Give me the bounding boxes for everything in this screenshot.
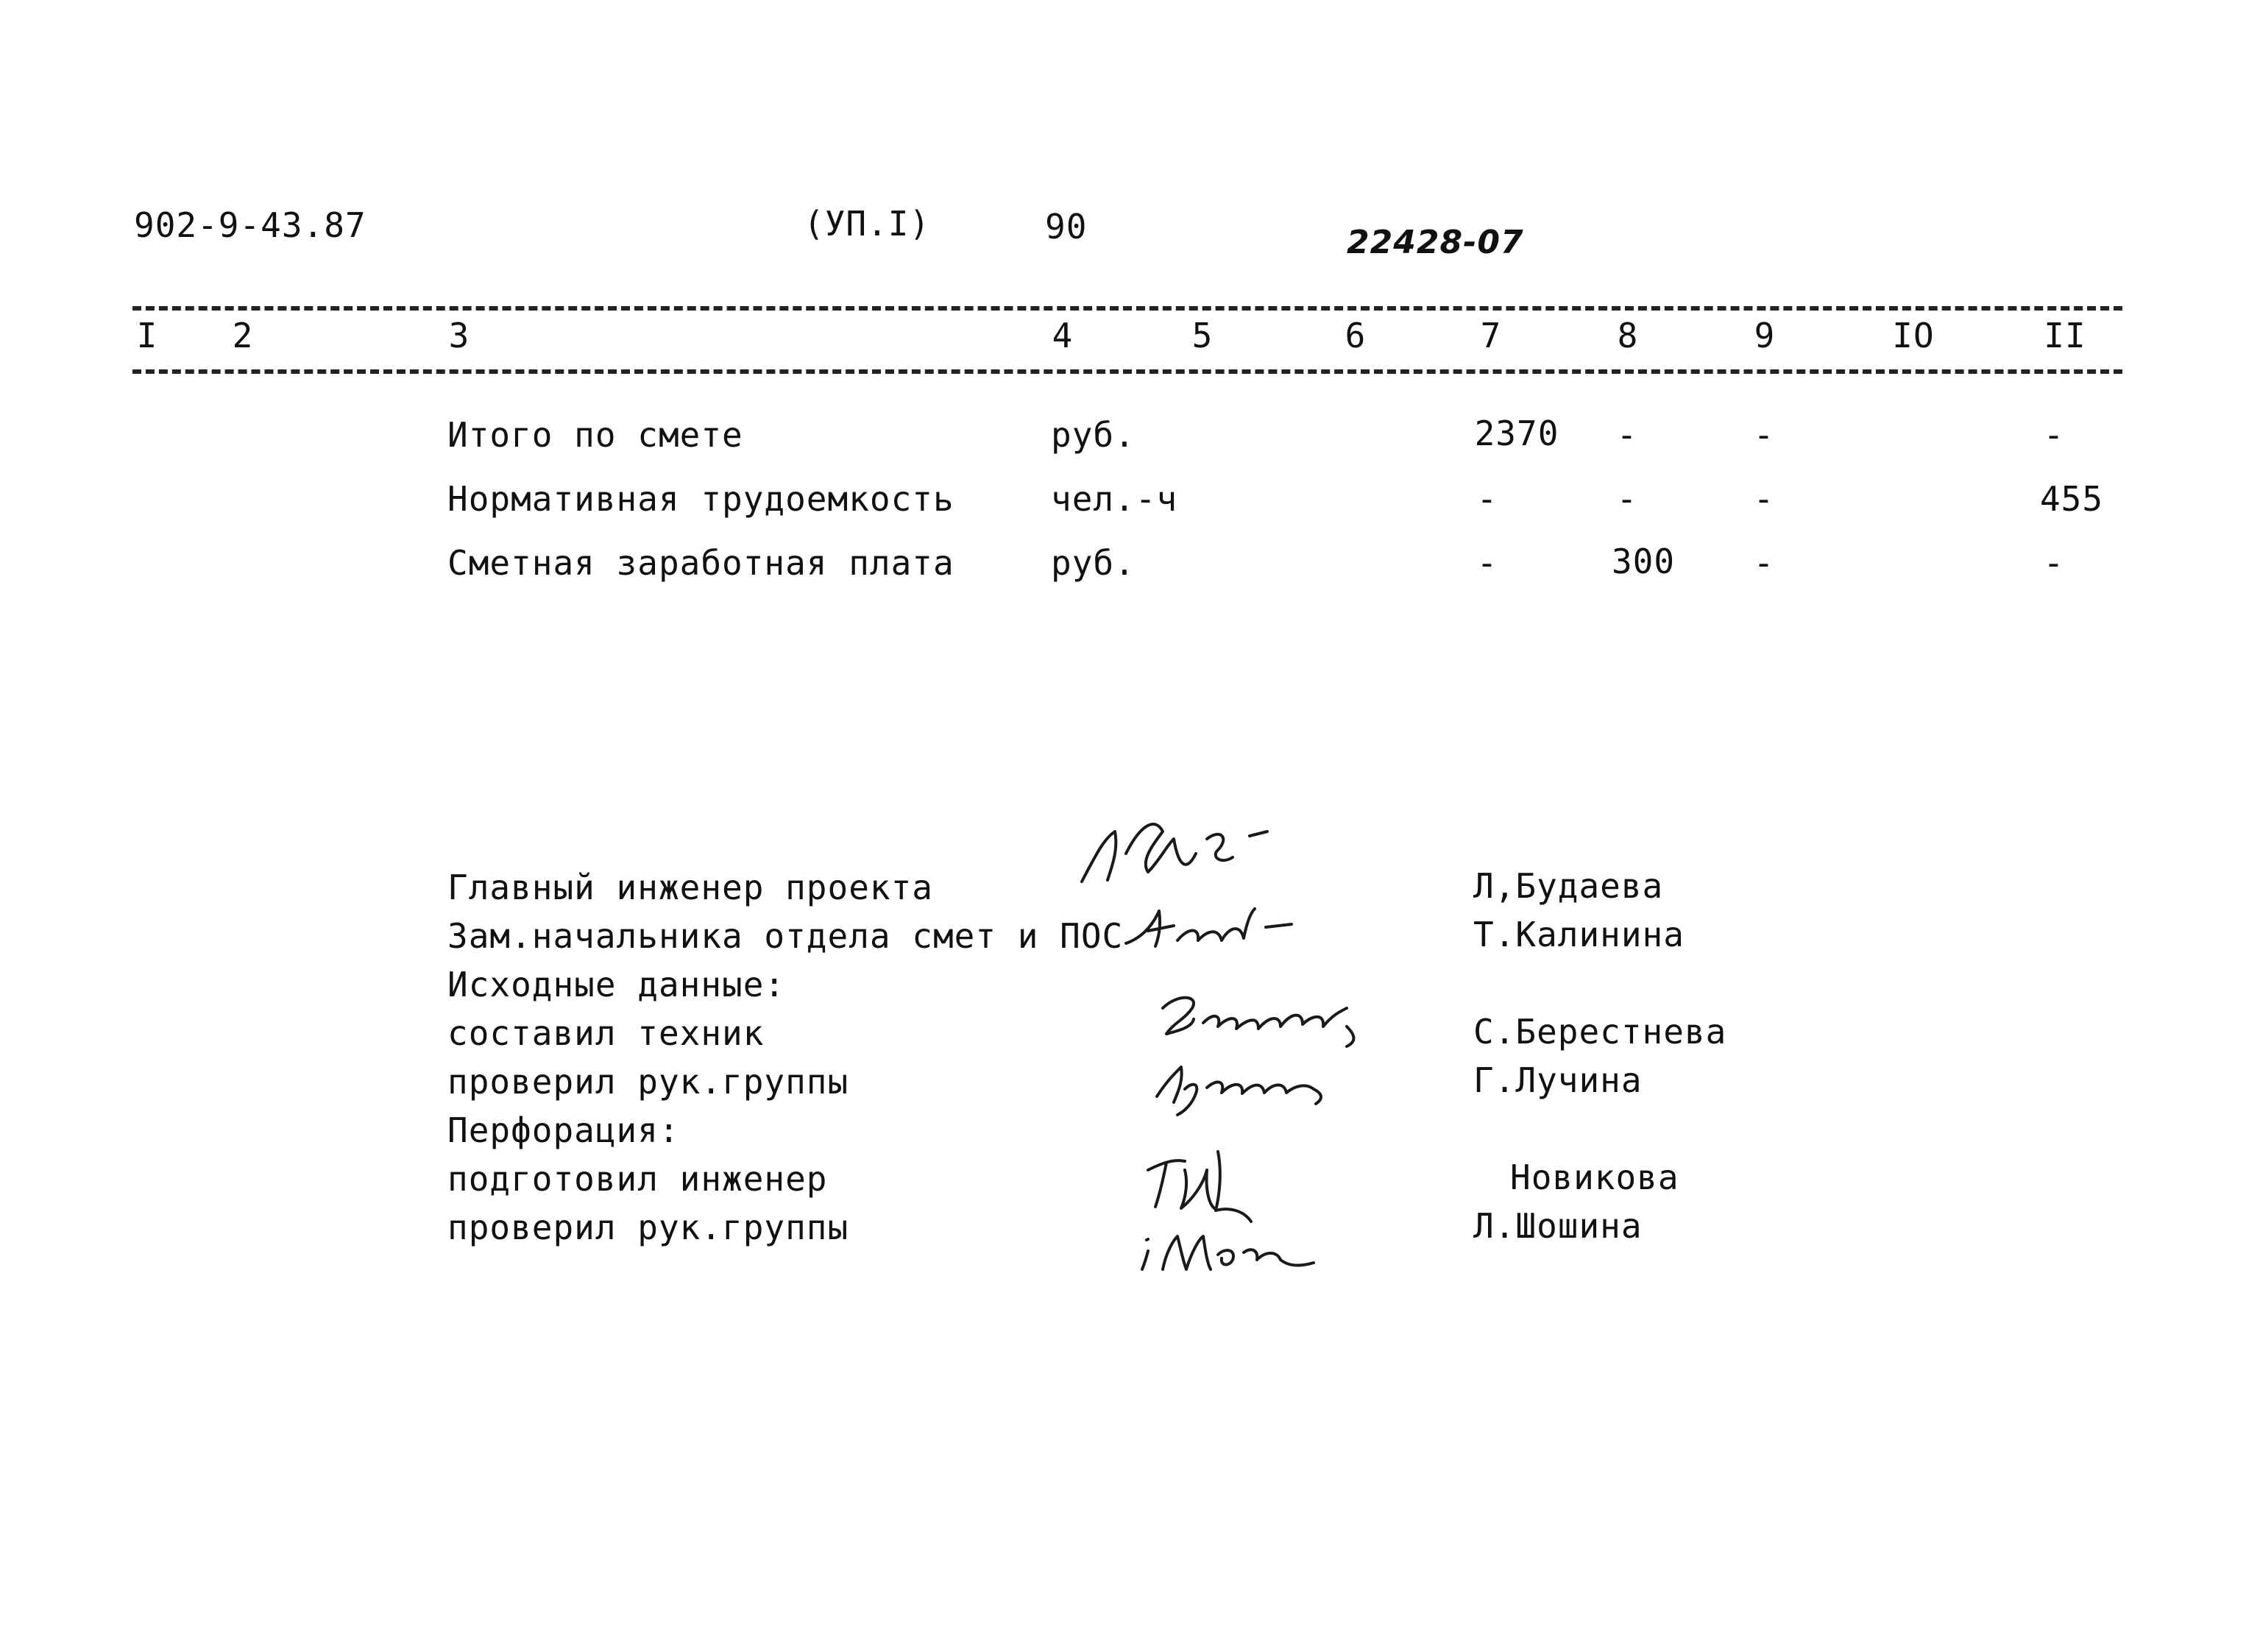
row-name: Нормативная трудоемкость	[447, 479, 954, 519]
section-heading-source-data: Исходные данные:	[447, 965, 786, 1004]
row-col11: -	[2043, 415, 2065, 455]
section-heading-perforation: Перфорация:	[447, 1110, 680, 1150]
column-header-5: 5	[1191, 316, 1214, 355]
signature-name: Г.Лучина	[1473, 1060, 1643, 1100]
album-number: (УП.I)	[804, 204, 931, 244]
row-unit: чел.-ч	[1051, 479, 1178, 519]
handwritten-signature-4	[1148, 1052, 1354, 1119]
row-unit: руб.	[1051, 415, 1136, 455]
handwritten-signature-2	[1119, 898, 1303, 957]
signature-name: Л,Будаева	[1473, 866, 1664, 906]
column-header-3: 3	[448, 316, 470, 355]
table-header-bottom-rule	[132, 369, 2122, 374]
row-col9: -	[1753, 415, 1775, 455]
row-col9: -	[1753, 479, 1775, 519]
table-top-rule	[132, 306, 2122, 311]
row-col8: -	[1616, 479, 1638, 519]
column-header-11: II	[2044, 316, 2086, 355]
signature-name: Т.Калинина	[1473, 915, 1685, 954]
column-header-1: I	[136, 316, 158, 355]
row-col11: 455	[2039, 479, 2104, 519]
column-header-9: 9	[1754, 316, 1776, 355]
column-header-2: 2	[232, 316, 254, 355]
signature-name: С.Берестнева	[1473, 1012, 1727, 1052]
signature-role: составил техник	[447, 1013, 765, 1053]
signature-name: Новикова	[1510, 1158, 1679, 1197]
row-col11: -	[2043, 543, 2065, 583]
column-header-10: IO	[1892, 316, 1935, 355]
signature-role: подготовил инженер	[447, 1159, 828, 1199]
handwritten-signature-1	[1074, 809, 1280, 890]
row-col7: 2370	[1474, 414, 1559, 453]
column-header-7: 7	[1480, 316, 1502, 355]
row-unit: руб.	[1051, 543, 1136, 583]
column-header-6: 6	[1345, 316, 1367, 355]
page-number: 90	[1045, 207, 1088, 247]
row-name: Сметная заработная плата	[447, 543, 954, 583]
signature-role: Зам.начальника отдела смет и ПОС	[447, 916, 1124, 956]
signature-role: проверил рук.группы	[447, 1208, 849, 1247]
row-col9: -	[1753, 543, 1775, 583]
row-col8: -	[1616, 415, 1638, 455]
column-header-8: 8	[1617, 316, 1639, 355]
signature-role: Главный инженер проекта	[447, 868, 933, 907]
row-col7: -	[1476, 479, 1498, 519]
handwritten-inventory-number: 22428-07	[1347, 224, 1524, 261]
row-col7: -	[1476, 543, 1498, 583]
signature-name: Л.Шошина	[1473, 1206, 1643, 1246]
signature-role: проверил рук.группы	[447, 1062, 849, 1102]
column-header-4: 4	[1052, 316, 1074, 355]
handwritten-signature-6	[1133, 1214, 1325, 1288]
row-name: Итого по смете	[447, 415, 743, 455]
handwritten-signature-3	[1148, 986, 1369, 1052]
row-col8: 300	[1611, 542, 1676, 581]
document-code: 902-9-43.87	[134, 205, 366, 245]
